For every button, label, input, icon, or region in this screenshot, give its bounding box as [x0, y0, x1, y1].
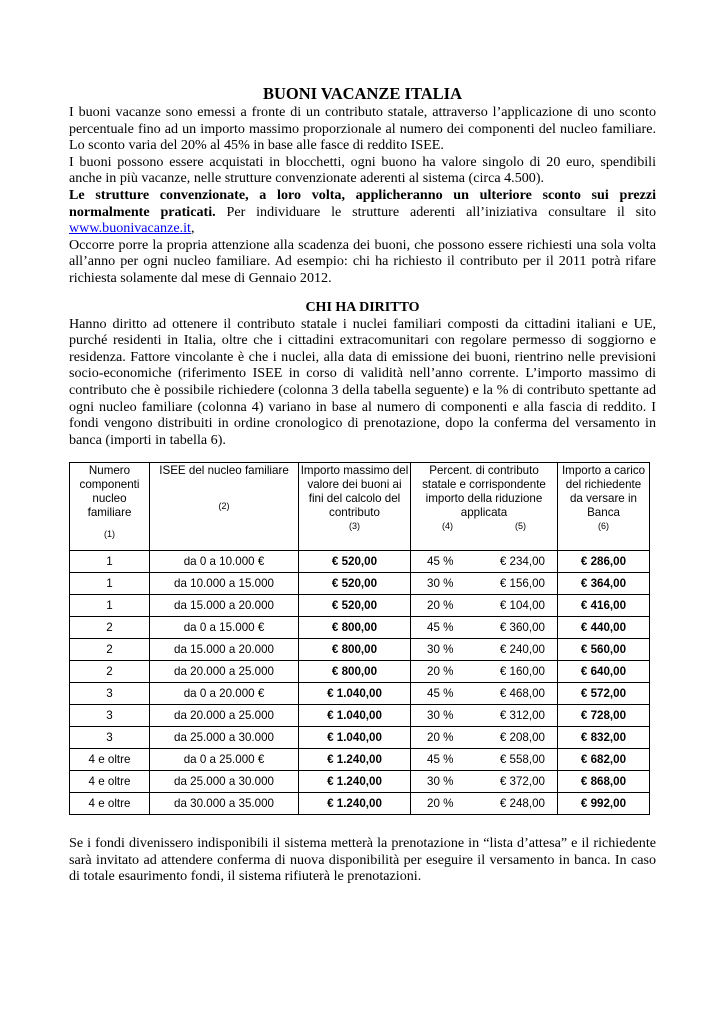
cell-importo-massimo: € 1.040,00 — [299, 683, 411, 705]
table-row — [70, 661, 650, 683]
header-label: Importo massimo del valore dei buoni ai fini del calcolo del contributo — [300, 464, 409, 520]
cell-riduzione: € 558,00 — [499, 753, 545, 767]
strutture-bold-text: Le strutture convenzionate, a loro volta, applicheranno un ulteriore sconto sui prezzi normalmente praticati. — [69, 186, 656, 220]
header-label: Importo a carico del richiedente da versare in Banca — [561, 464, 646, 520]
cell-importo-carico: € 640,00 — [558, 661, 650, 683]
header-sub-numbers — [411, 520, 557, 532]
page-title: BUONI VACANZE ITALIA — [263, 84, 462, 103]
scadenza-paragraph: Occorre porre la propria attenzione alla scadenza dei buoni, che possono essere richiesti una sola volta all’anno per ogni nucleo familiare. Ad esempio: chi ha richiesto il contributo per il 2011 potrà rifare richiesta solamente dal mese di Gennaio 2012. — [69, 236, 656, 286]
cell-percentuale — [411, 793, 558, 815]
cell-percentuale — [411, 727, 558, 749]
cell-importo-massimo: € 520,00 — [299, 573, 411, 595]
cell-importo-massimo: € 1.040,00 — [299, 705, 411, 727]
cell-pct: 20 % — [427, 665, 454, 679]
cell-riduzione: € 234,00 — [499, 555, 545, 569]
cell-riduzione: € 240,00 — [499, 643, 545, 657]
header-percentuale — [411, 463, 558, 551]
cell-importo-massimo: € 800,00 — [299, 661, 411, 683]
cell-isee: da 30.000 a 35.000 — [150, 793, 299, 815]
buonivacanze-link[interactable]: www.buonivacanze.it — [69, 220, 191, 237]
cell-percentuale — [411, 661, 558, 683]
cell-pct: 20 % — [427, 797, 454, 811]
intro-paragraph-1: I buoni vacanze sono emessi a fronte di un contributo statale, attraverso l’applicazione di uno sconto percentuale fino ad un importo massimo proporzionale al numero dei componenti del nucleo familiare. Lo sconto varia del 20% al 45% in base alle fasce di reddito ISEE. — [69, 104, 656, 154]
table-row — [70, 617, 650, 639]
section-title: CHI HA DIRITTO — [305, 299, 420, 315]
table-row — [70, 573, 650, 595]
intro-paragraph-2: I buoni possono essere acquistati in blocchetti, ogni buono ha valore singolo di 20 euro, spendibili anche in più vacanze, nelle strutture convenzionate aderenti al sistema (circa 4.500). — [69, 153, 656, 187]
table-row — [70, 639, 650, 661]
table-row — [70, 551, 650, 573]
cell-isee: da 25.000 a 30.000 — [150, 771, 299, 793]
table-row — [70, 705, 650, 727]
cell-percentuale — [411, 705, 558, 727]
cell-isee: da 20.000 a 25.000 — [150, 705, 299, 727]
document-page — [69, 84, 656, 885]
cell-importo-carico: € 992,00 — [558, 793, 650, 815]
cell-riduzione: € 372,00 — [499, 775, 545, 789]
cell-isee: da 15.000 a 20.000 — [150, 639, 299, 661]
cell-pct: 30 % — [427, 643, 454, 657]
cell-numero: 3 — [70, 705, 150, 727]
table-row — [70, 749, 650, 771]
strutture-text: Per individuare le strutture aderenti all’iniziativa consultare il sito — [215, 203, 656, 220]
cell-riduzione: € 104,00 — [499, 599, 545, 613]
cell-importo-carico: € 572,00 — [558, 683, 650, 705]
header-isee — [150, 463, 299, 551]
header-importo-massimo — [299, 463, 411, 551]
cell-pct: 20 % — [427, 731, 454, 745]
cell-importo-massimo: € 1.040,00 — [299, 727, 411, 749]
cell-percentuale — [411, 573, 558, 595]
cell-pct: 45 % — [427, 687, 454, 701]
table-header-row — [70, 463, 650, 551]
cell-importo-carico: € 560,00 — [558, 639, 650, 661]
cell-importo-carico: € 440,00 — [558, 617, 650, 639]
cell-pct: 45 % — [427, 555, 454, 569]
cell-importo-carico: € 364,00 — [558, 573, 650, 595]
header-column-number: (4) — [442, 521, 453, 532]
header-label: ISEE del nucleo familiare — [159, 464, 289, 478]
table-row — [70, 727, 650, 749]
cell-importo-massimo: € 520,00 — [299, 595, 411, 617]
cell-percentuale — [411, 551, 558, 573]
cell-riduzione: € 156,00 — [499, 577, 545, 591]
cell-numero: 4 e oltre — [70, 793, 150, 815]
cell-isee: da 0 a 25.000 € — [150, 749, 299, 771]
cell-isee: da 0 a 10.000 € — [150, 551, 299, 573]
header-column-number: (2) — [218, 501, 230, 512]
cell-percentuale — [411, 771, 558, 793]
cell-importo-massimo: € 1.240,00 — [299, 793, 411, 815]
cell-pct: 45 % — [427, 621, 454, 635]
cell-importo-massimo: € 800,00 — [299, 617, 411, 639]
strutture-paragraph — [69, 187, 656, 237]
cell-importo-massimo: € 520,00 — [299, 551, 411, 573]
header-label: Numero componenti nucleo familiare — [79, 464, 140, 520]
cell-importo-massimo: € 1.240,00 — [299, 749, 411, 771]
cell-importo-carico: € 728,00 — [558, 705, 650, 727]
cell-percentuale — [411, 749, 558, 771]
cell-isee: da 20.000 a 25.000 — [150, 661, 299, 683]
diritto-paragraph: Hanno diritto ad ottenere il contributo statale i nuclei familiari composti da cittadini italiani e UE, purché residenti in Italia, oltre che i cittadini extracomunitari con regolare permesso di soggiorno e residenza. Fattore vincolante è che i nuclei, alla data di emissione dei buoni, rientrino nelle previsioni socio-economiche (riferimento ISEE in corso di validità nell’anno corrente. L’importo massimo di contributo che è possibile richiedere (colonna 3 della tabella seguente) e la % di contributo spettante ad ogni nucleo familiare (colonna 4) variano in base al numero di componenti e alla fascia di reddito. I fondi vengono distribuiti in ordine cronologico di prenotazione, dopo la conferma del versamento in banca (importi in tabella 6). — [69, 315, 656, 448]
table-row — [70, 771, 650, 793]
cell-isee: da 10.000 a 15.000 — [150, 573, 299, 595]
cell-percentuale — [411, 683, 558, 705]
cell-riduzione: € 248,00 — [499, 797, 545, 811]
cell-numero: 4 e oltre — [70, 749, 150, 771]
cell-riduzione: € 312,00 — [499, 709, 545, 723]
cell-isee: da 15.000 a 20.000 — [150, 595, 299, 617]
header-label: Percent. di contributo statale e corrispondente importo della riduzione applicata — [422, 464, 546, 520]
strutture-after: , — [190, 220, 195, 237]
header-column-number: (6) — [598, 521, 609, 532]
cell-isee: da 0 a 20.000 € — [150, 683, 299, 705]
contributi-table — [69, 462, 650, 815]
cell-isee: da 25.000 a 30.000 — [150, 727, 299, 749]
table-row — [70, 793, 650, 815]
cell-importo-carico: € 868,00 — [558, 771, 650, 793]
cell-importo-carico: € 286,00 — [558, 551, 650, 573]
header-column-number: (5) — [515, 521, 526, 532]
cell-numero: 1 — [70, 595, 150, 617]
cell-numero: 2 — [70, 661, 150, 683]
cell-importo-carico: € 832,00 — [558, 727, 650, 749]
cell-riduzione: € 468,00 — [499, 687, 545, 701]
cell-numero: 3 — [70, 683, 150, 705]
cell-numero: 2 — [70, 617, 150, 639]
cell-percentuale — [411, 617, 558, 639]
cell-pct: 30 % — [427, 775, 454, 789]
cell-numero: 3 — [70, 727, 150, 749]
table-body — [70, 551, 650, 815]
table-row — [70, 595, 650, 617]
cell-numero: 2 — [70, 639, 150, 661]
cell-pct: 30 % — [427, 577, 454, 591]
cell-percentuale — [411, 595, 558, 617]
cell-percentuale — [411, 639, 558, 661]
cell-importo-carico: € 682,00 — [558, 749, 650, 771]
closing-paragraph: Se i fondi divenissero indisponibili il sistema metterà la prenotazione in “lista d’attesa” e il richiedente sarà invitato ad attendere conferma di nuova disponibilità per eseguire il versamento in banca. In caso di totale esaurimento fondi, il sistema rifiuterà le prenotazioni. — [69, 835, 656, 885]
header-column-number: (3) — [349, 521, 360, 532]
cell-isee: da 0 a 15.000 € — [150, 617, 299, 639]
table-row — [70, 683, 650, 705]
cell-importo-massimo: € 800,00 — [299, 639, 411, 661]
header-numero-componenti — [70, 463, 150, 551]
cell-numero: 4 e oltre — [70, 771, 150, 793]
cell-riduzione: € 360,00 — [499, 621, 545, 635]
cell-importo-massimo: € 1.240,00 — [299, 771, 411, 793]
header-importo-carico — [558, 463, 650, 551]
cell-pct: 20 % — [427, 599, 454, 613]
cell-riduzione: € 208,00 — [499, 731, 545, 745]
cell-pct: 45 % — [427, 753, 454, 767]
cell-numero: 1 — [70, 573, 150, 595]
cell-numero: 1 — [70, 551, 150, 573]
cell-importo-carico: € 416,00 — [558, 595, 650, 617]
header-column-number: (1) — [104, 529, 115, 540]
cell-riduzione: € 160,00 — [499, 665, 545, 679]
cell-pct: 30 % — [427, 709, 454, 723]
